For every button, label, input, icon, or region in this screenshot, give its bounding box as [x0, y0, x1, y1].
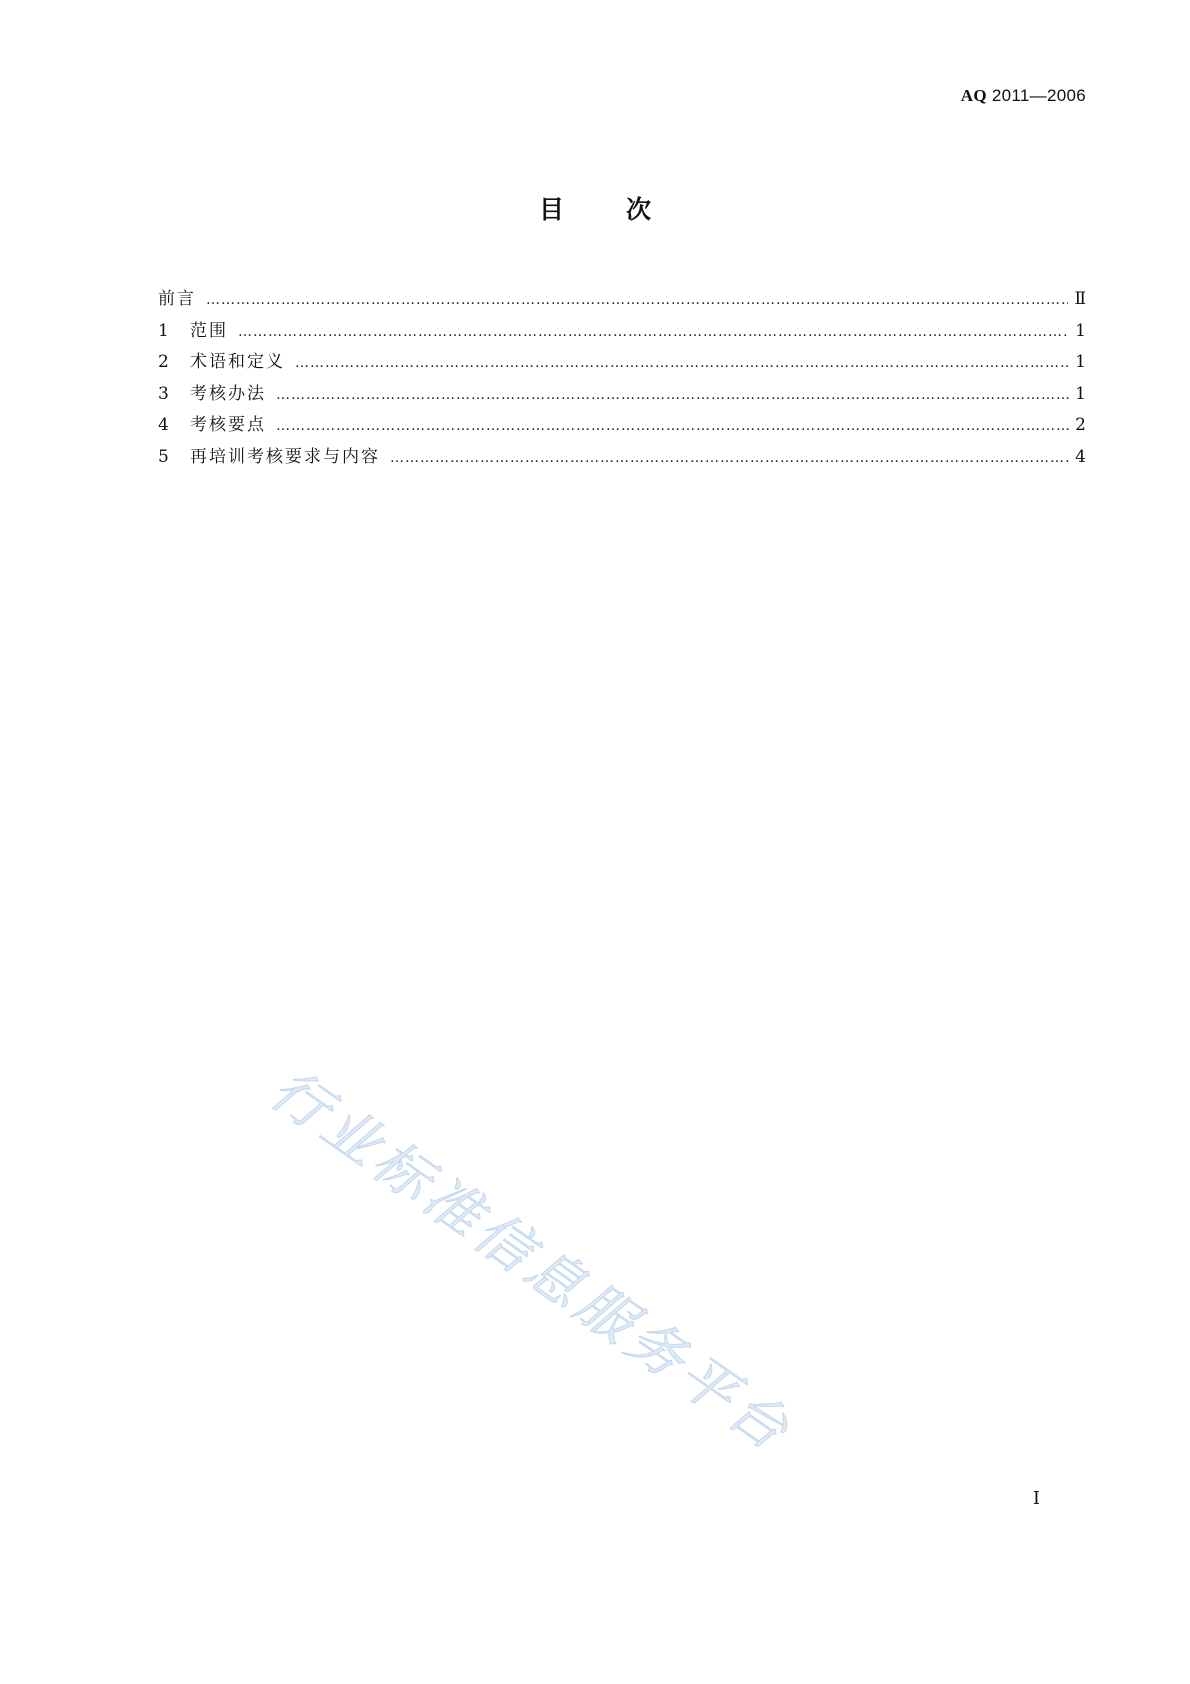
toc-entry-foreword[interactable] — [158, 288, 1086, 320]
standard-prefix: AQ — [960, 86, 987, 105]
toc-entry-number: 4 — [158, 415, 169, 435]
standard-number: 2011—2006 — [991, 86, 1086, 105]
page-title-part2: 次 — [626, 195, 652, 224]
standard-code — [961, 86, 1086, 106]
page-title-part1: 目 — [538, 195, 564, 224]
toc-entry-page: 1 — [1075, 383, 1086, 404]
toc-dot-leader — [276, 384, 1069, 406]
toc-dot-leader — [206, 289, 1068, 311]
toc-dot-leader — [276, 415, 1069, 437]
toc-entry-number: 1 — [158, 320, 169, 341]
toc-entry-label: 再培训考核要求与内容 — [190, 446, 380, 467]
toc-entry-page: 4 — [1075, 446, 1086, 467]
toc-entry-retraining[interactable] — [158, 446, 1086, 478]
toc-entry-page: 1 — [1075, 320, 1086, 341]
toc-entry-terms[interactable] — [158, 351, 1086, 383]
toc-dot-leader — [295, 352, 1069, 374]
toc-entry-number: 5 — [158, 446, 169, 467]
toc-entry-label: 前言 — [158, 289, 196, 309]
toc-entry-assessment-points[interactable] — [158, 414, 1086, 446]
toc-entry-number: 2 — [158, 352, 169, 372]
toc-entry-label: 考核办法 — [190, 383, 266, 404]
toc-entry-page: Ⅱ — [1074, 289, 1086, 309]
toc-entry-assessment-method[interactable] — [158, 383, 1086, 415]
table-of-contents — [158, 288, 1086, 477]
toc-entry-page: 2 — [1075, 415, 1086, 435]
toc-dot-leader — [390, 447, 1069, 469]
watermark-text: 行业标准信息服务平台 — [258, 1057, 804, 1466]
toc-entry-number: 3 — [158, 383, 169, 404]
toc-entry-page: 1 — [1075, 352, 1086, 372]
toc-dot-leader — [238, 321, 1069, 343]
page-title — [0, 190, 1190, 226]
toc-entry-label: 范围 — [190, 320, 228, 341]
toc-entry-scope[interactable] — [158, 320, 1086, 352]
toc-entry-label: 术语和定义 — [190, 352, 285, 372]
page-number: Ⅰ — [1032, 1488, 1040, 1509]
toc-entry-label: 考核要点 — [190, 415, 266, 435]
